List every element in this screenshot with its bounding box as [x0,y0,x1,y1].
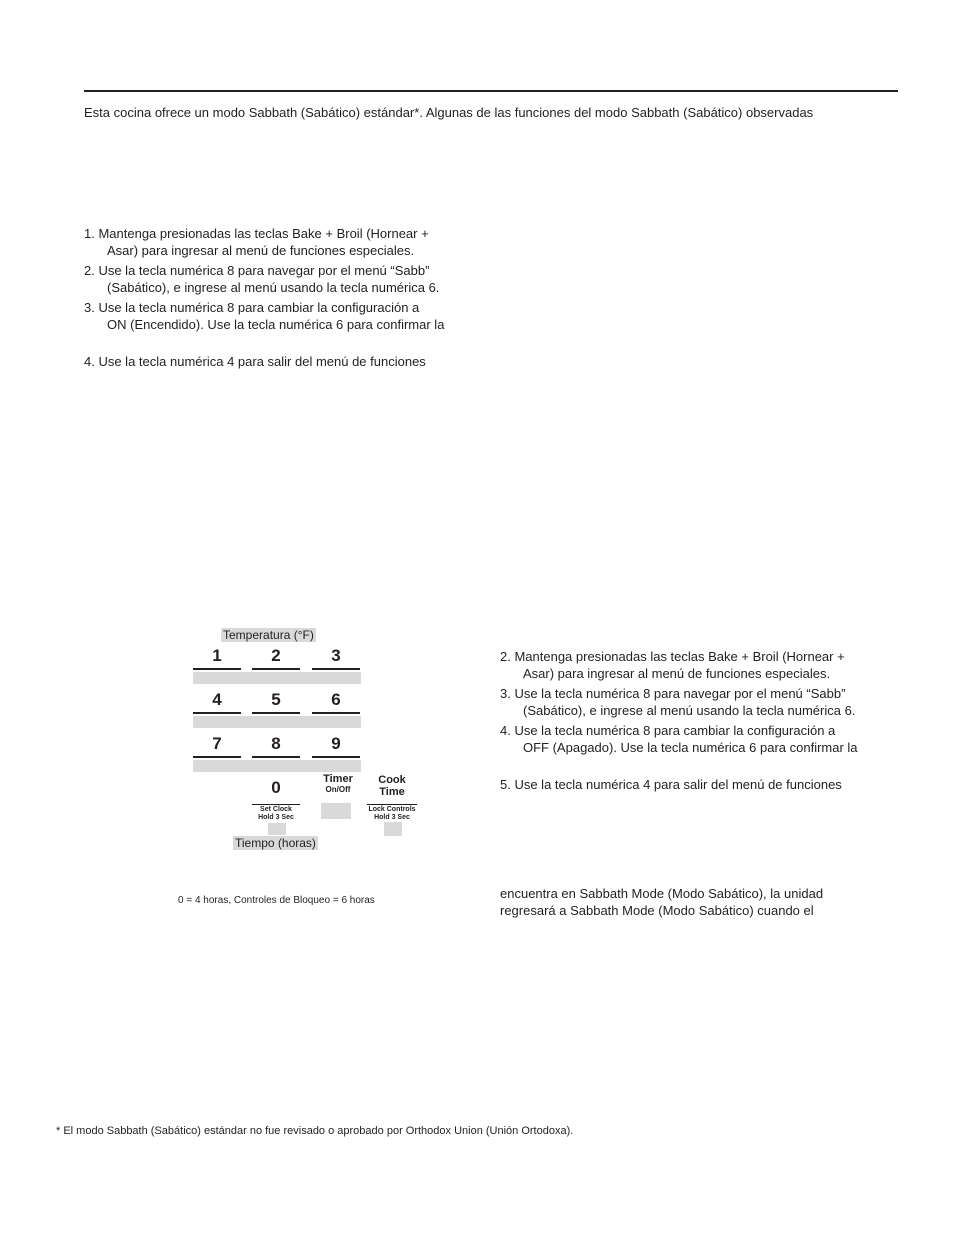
key-4: 4 [193,690,241,714]
enable-step-2 [84,262,439,296]
key-9: 9 [312,734,360,758]
disable-step-5 [500,776,842,793]
step-text: 1. Mantenga presionadas las teclas Bake + Broil (Hornear + [84,226,429,241]
key-6: 6 [312,690,360,714]
step-text: 4. Use la tecla numérica 8 para cambiar la configuración a [500,723,836,738]
step-text: 2. Mantenga presionadas las teclas Bake + Broil (Hornear + [500,649,845,664]
step-text-cont: (Sabático), e ingrese al menú usando la tecla numérica 6. [107,280,440,295]
set-clock-text: Set Clock [260,806,292,813]
power-failure-note [500,885,823,919]
key-1: 1 [193,646,241,670]
step-text: 3. Use la tecla numérica 8 para navegar por el menú “Sabb” [500,686,846,701]
power-note-line-2: regresará a Sabbath Mode (Modo Sabático) cuando el [500,903,814,918]
cook-time-key [367,774,417,798]
keypad-diagram [193,628,416,854]
keypad-band [193,672,361,684]
set-clock-caption [252,804,300,822]
time-hours-label: Tiempo (horas) [235,836,316,850]
disable-step-4 [500,722,858,756]
keypad-band [193,760,361,772]
step-text-cont: Asar) para ingresar al menú de funciones especiales. [107,243,415,258]
lock-controls-text: Lock Controls [368,806,416,813]
key-8: 8 [252,734,300,758]
header-rule [84,90,898,92]
intro-paragraph: Esta cocina ofrece un modo Sabbath (Sabático) estándar*. Algunas de las funciones del modo Sabbath (Sabático) observadas [84,105,814,120]
step-text-cont: ON (Encendido). Use la tecla numérica 6 para confirmar la [107,317,445,332]
keypad-band [193,716,361,728]
step-text: 4. Use la tecla numérica 4 para salir del menú de funciones [84,354,426,369]
key-5: 5 [252,690,300,714]
enable-step-3 [84,299,444,333]
hold-text: Hold 3 Sec [374,814,410,821]
step-text-cont: OFF (Apagado). Use la tecla numérica 6 para confirmar la [523,740,858,755]
key-7: 7 [193,734,241,758]
footnote: * El modo Sabbath (Sabático) estándar no fue revisado o aprobado por Orthodox Union (Unión Ortodoxa). [56,1125,574,1137]
step-text-cont: (Sabático), e ingrese al menú usando la tecla numérica 6. [523,703,856,718]
keypad-note: 0 = 4 horas, Controles de Bloqueo = 6 horas [178,895,375,906]
timer-label: Timer [323,773,353,785]
key-2: 2 [252,646,300,670]
step-text: 5. Use la tecla numérica 4 para salir del menú de funciones [500,777,842,792]
lock-controls-caption [367,804,417,822]
hold-text: Hold 3 Sec [258,814,294,821]
temperature-label: Temperatura (°F) [223,628,314,642]
set-clock-stub [268,823,286,835]
cook-label: Cook [378,774,406,786]
power-note-line-1: encuentra en Sabbath Mode (Modo Sabático), la unidad [500,886,824,901]
timer-sublabel: On/Off [325,785,351,794]
lock-controls-stub [384,822,402,836]
timer-stub [321,803,351,819]
step-text: 2. Use la tecla numérica 8 para navegar por el menú “Sabb” [84,263,430,278]
key-0: 0 [271,778,281,797]
disable-step-3 [500,685,855,719]
step-text: 3. Use la tecla numérica 8 para cambiar la configuración a [84,300,420,315]
step-text-cont: Asar) para ingresar al menú de funciones especiales. [523,666,831,681]
time-label: Time [379,786,405,798]
timer-key [315,773,361,795]
enable-step-4 [84,353,426,370]
enable-step-1 [84,225,429,259]
disable-step-2 [500,648,845,682]
key-3: 3 [312,646,360,670]
